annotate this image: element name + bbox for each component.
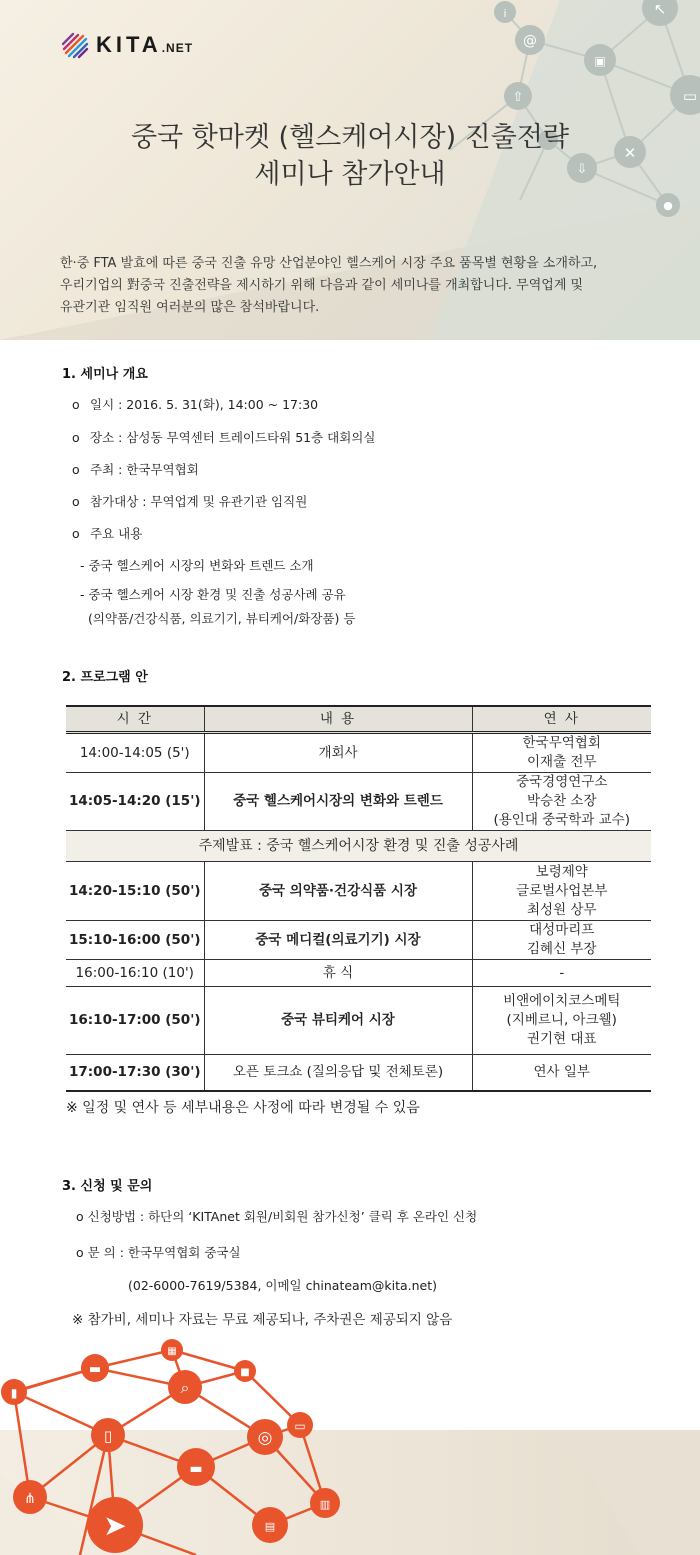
contents-sub-item: - 중국 헬스케어 시장 환경 및 진출 성공사례 공유 xyxy=(80,587,346,602)
time-cell: 16:10-17:00 (50') xyxy=(66,987,204,1055)
page-title-line2: 세미나 참가안내 xyxy=(254,159,446,190)
header-banner xyxy=(0,0,700,340)
table-header-row xyxy=(66,706,651,733)
content-cell: 중국 의약품·건강식품 시장 xyxy=(204,862,472,921)
table-row xyxy=(66,960,651,987)
contents-sub-item: (의약품/건강식품, 의료기기, 뷰티케어/화장품) 등 xyxy=(80,611,356,626)
speaker-cell: 중국경영연구소 박승찬 소장 (용인대 중국학과 교수) xyxy=(472,773,651,831)
time-cell: 14:20-15:10 (50') xyxy=(66,862,204,921)
content-cell: 중국 뷰티케어 시장 xyxy=(204,987,472,1055)
kita-logo-icon xyxy=(60,30,90,60)
bar-chart-icon: ▮ xyxy=(10,1386,18,1400)
speaker-cell: 보령제약 글로벌사업본부 최성원 상무 xyxy=(472,862,651,921)
content-cell: 중국 메디컬(의료기기) 시장 xyxy=(204,921,472,960)
intro-text xyxy=(60,253,660,319)
theme-row xyxy=(66,831,651,862)
chip-icon: ■ xyxy=(240,1367,250,1378)
cursor-icon: ➤ xyxy=(103,1509,127,1542)
time-cell: 14:05-14:20 (15') xyxy=(66,773,204,831)
footer-decoration xyxy=(0,1335,700,1555)
contact-detail: (02-6000-7619/5384, 이메일 chinateam@kita.net) xyxy=(128,1278,438,1293)
overview-item-host: o 주최 : 한국무역협회 xyxy=(72,462,199,477)
folder-icon: ▬ xyxy=(88,1362,102,1377)
user-icon: ● xyxy=(663,199,673,212)
upload-icon: ⇧ xyxy=(512,90,524,105)
org-chart-icon: ⋔ xyxy=(24,1491,36,1507)
time-cell: 15:10-16:00 (50') xyxy=(66,921,204,960)
time-cell: 14:00-14:05 (5') xyxy=(66,733,204,773)
content-cell: 중국 헬스케어시장의 변화와 트렌드 xyxy=(204,773,472,831)
phone-icon: ▯ xyxy=(103,1427,113,1445)
speaker-cell: - xyxy=(472,960,651,987)
table-row xyxy=(66,921,651,960)
time-cell: 17:00-17:30 (30') xyxy=(66,1055,204,1091)
speaker-cell: 한국무역협회 이재출 전무 xyxy=(472,733,651,773)
lock-icon: ▣ xyxy=(594,54,606,68)
tools-icon: ✕ xyxy=(623,144,637,162)
intro-line: 우리기업의 對중국 진출전략을 제시하기 위해 다음과 같이 세미나를 개최합니다. 무역업계 및 xyxy=(60,278,584,293)
monitor-icon: ▭ xyxy=(682,87,698,105)
table-row xyxy=(66,773,651,831)
search-icon: ⌕ xyxy=(180,1378,190,1397)
column-header-content: 내 용 xyxy=(204,706,472,733)
contact-info: o 문 의 : 한국무역협회 중국실 xyxy=(76,1245,241,1260)
overview-item-contents: o 주요 내용 xyxy=(72,526,143,541)
kita-logo[interactable] xyxy=(60,30,193,60)
column-header-time: 시 간 xyxy=(66,706,204,733)
time-cell: 16:00-16:10 (10') xyxy=(66,960,204,987)
info-icon: i xyxy=(503,7,507,20)
car-icon: ▬ xyxy=(189,1461,203,1477)
globe-icon: ◎ xyxy=(257,1428,273,1448)
contents-sub-item: - 중국 헬스케어 시장의 변화와 트렌드 소개 xyxy=(80,558,314,573)
intro-line: 한·중 FTA 발효에 따른 중국 진출 유망 산업분야인 헬스케어 시장 주요 품목별 현황을 소개하고, xyxy=(60,256,598,271)
table-row xyxy=(66,1055,651,1091)
content-cell: 오픈 토크쇼 (질의응답 및 전체토론) xyxy=(204,1055,472,1091)
theme-cell: 주제발표 : 중국 헬스케어시장 환경 및 진출 성공사례 xyxy=(66,831,651,862)
speaker-cell: 연사 일부 xyxy=(472,1055,651,1091)
section2-heading: 2. 프로그램 안 xyxy=(62,670,148,685)
program-table xyxy=(66,705,651,1092)
monitor-icon: ▭ xyxy=(294,1419,306,1433)
overview-item-venue: o 장소 : 삼성동 무역센터 트레이드타워 51층 대회의실 xyxy=(72,430,376,445)
column-header-speaker: 연 사 xyxy=(472,706,651,733)
footer-network xyxy=(0,1335,700,1555)
table-row xyxy=(66,733,651,773)
overview-item-audience: o 참가대상 : 무역업계 및 유관기관 임직원 xyxy=(72,494,308,509)
section1-heading: 1. 세미나 개요 xyxy=(62,367,148,382)
apply-method: o 신청방법 : 하단의 ‘KITAnet 회원/비회원 참가신청’ 클릭 후 온라인 신청 xyxy=(76,1209,478,1224)
cursor-icon: ↖ xyxy=(653,0,667,18)
speaker-cell: 비앤에이치코스메틱 (지베르니, 아크웰) 권기현 대표 xyxy=(472,987,651,1055)
table-row xyxy=(66,862,651,921)
content-cell: 개회사 xyxy=(204,733,472,773)
document-icon: ▤ xyxy=(264,1520,276,1533)
overview-item-date: o 일시 : 2016. 5. 31(화), 14:00 ~ 17:30 xyxy=(72,397,319,412)
download-icon: ⇩ xyxy=(576,162,588,177)
calculator-icon: ▦ xyxy=(167,1346,177,1357)
schedule-change-note: ※ 일정 및 연사 등 세부내용은 사정에 따라 변경될 수 있음 xyxy=(66,1100,420,1116)
at-icon: @ xyxy=(523,33,537,49)
battery-icon: ▥ xyxy=(319,1498,331,1511)
table-row xyxy=(66,987,651,1055)
fee-note: ※ 참가비, 세미나 자료는 무료 제공되나, 주차권은 제공되지 않음 xyxy=(72,1312,453,1328)
content-cell: 휴 식 xyxy=(204,960,472,987)
intro-line: 유관기관 임직원 여러분의 많은 참석바랍니다. xyxy=(60,300,320,315)
page-title-line1: 중국 핫마켓 (헬스케어시장) 진출전략 xyxy=(130,122,570,153)
logo-text: KITA.NET xyxy=(96,32,194,57)
section3-heading: 3. 신청 및 문의 xyxy=(62,1179,153,1194)
speaker-cell: 대성마리프 김혜신 부장 xyxy=(472,921,651,960)
